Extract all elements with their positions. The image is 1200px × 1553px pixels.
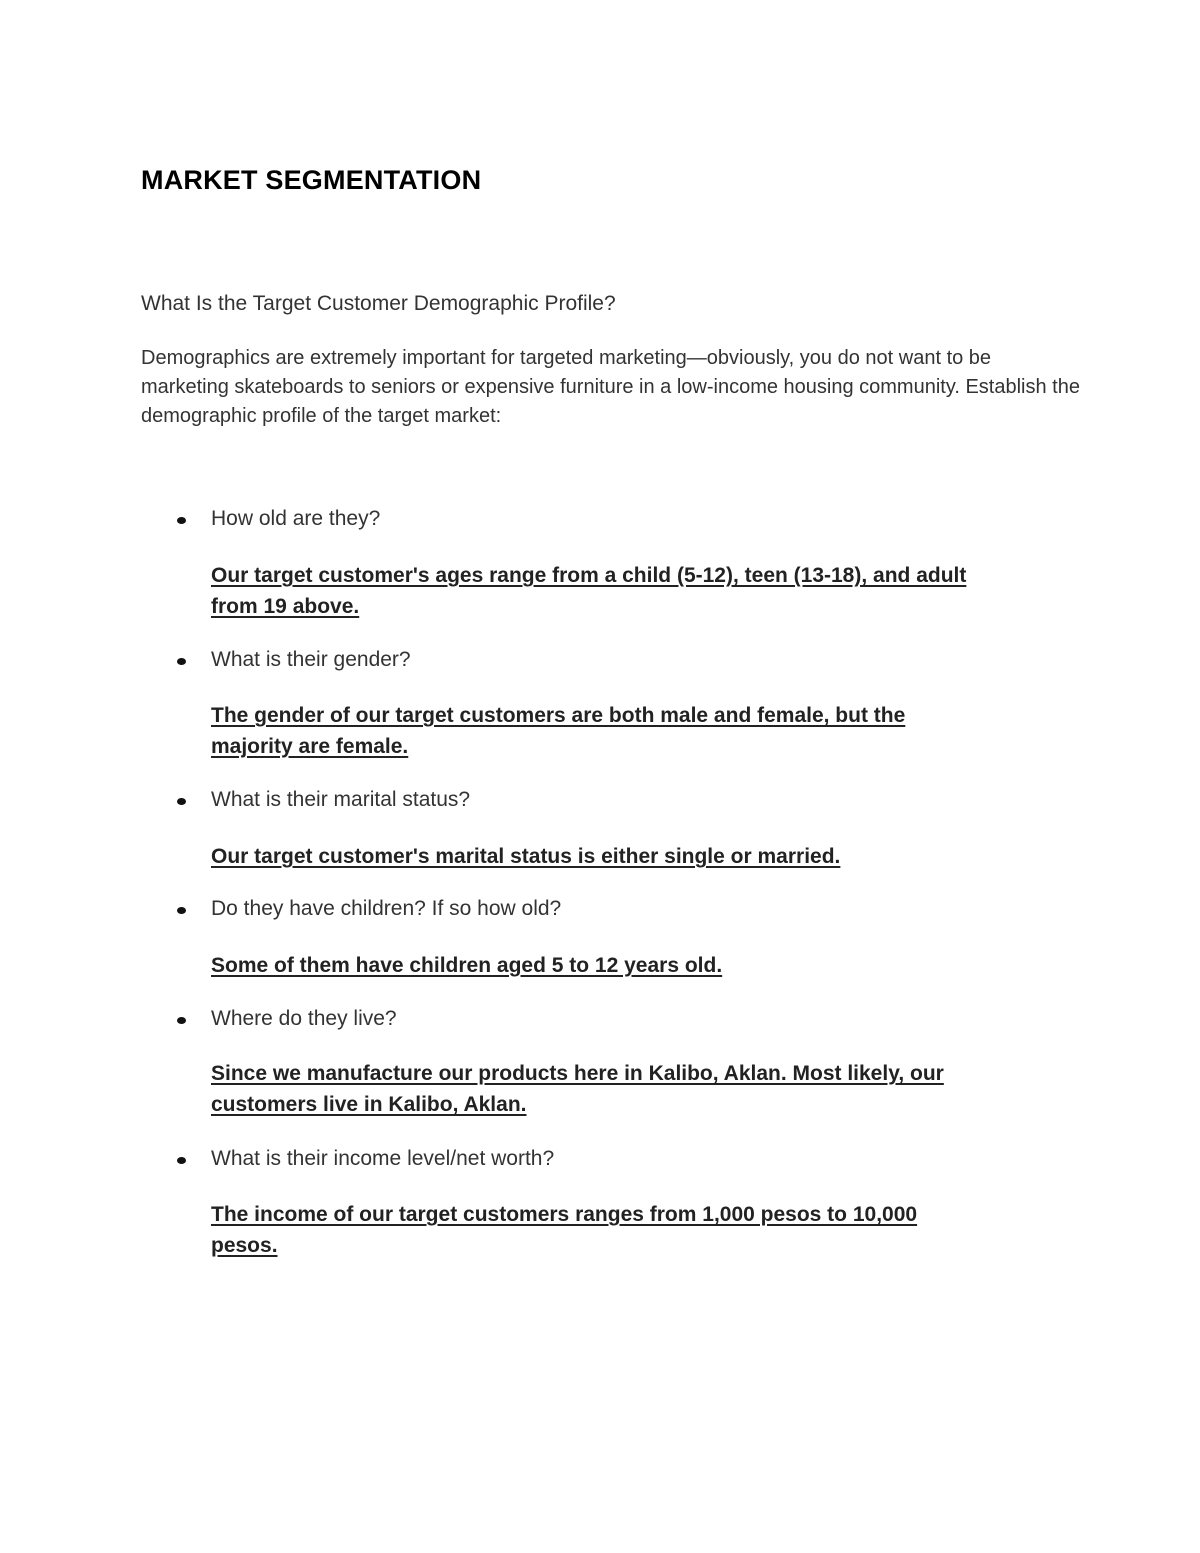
question-text: Do they have children? If so how old?: [211, 897, 562, 920]
answer-text: Some of them have children aged 5 to 12 years old.: [211, 954, 723, 977]
answer-text: The gender of our target customers are both male and female, but the majority are female.: [211, 704, 906, 758]
answer-text: Our target customer's ages range from a child (5-12), teen (13-18), and adult from 19 above.: [211, 564, 967, 618]
question-text: How old are they?: [211, 507, 381, 530]
answer-text: The income of our target customers ranges from 1,000 pesos to 10,000 pesos.: [211, 1203, 918, 1257]
bullet-icon: [177, 517, 186, 524]
bullet-icon: [177, 1157, 186, 1164]
intro-paragraph: Demographics are extremely important for targeted marketing—obviously, you do not want to be marketing skateboards to seniors or expensive furniture in a low-income housing community. Establish the demographic profile of the target market:: [141, 347, 1080, 427]
question-text: What is their marital status?: [211, 788, 471, 811]
document-title: MARKET SEGMENTATION: [141, 165, 482, 195]
bullet-icon: [177, 658, 186, 665]
bullet-icon: [177, 1017, 186, 1024]
bullet-icon: [177, 798, 186, 805]
question-text: Where do they live?: [211, 1007, 397, 1030]
question-text: What is their gender?: [211, 648, 411, 671]
question-text: What is their income level/net worth?: [211, 1147, 555, 1170]
answer-text: Since we manufacture our products here in Kalibo, Aklan. Most likely, our customers live in Kalibo, Aklan.: [211, 1062, 944, 1116]
bullet-icon: [177, 907, 186, 914]
section-heading: What Is the Target Customer Demographic Profile?: [141, 292, 616, 315]
answer-text: Our target customer's marital status is either single or married.: [211, 845, 841, 868]
